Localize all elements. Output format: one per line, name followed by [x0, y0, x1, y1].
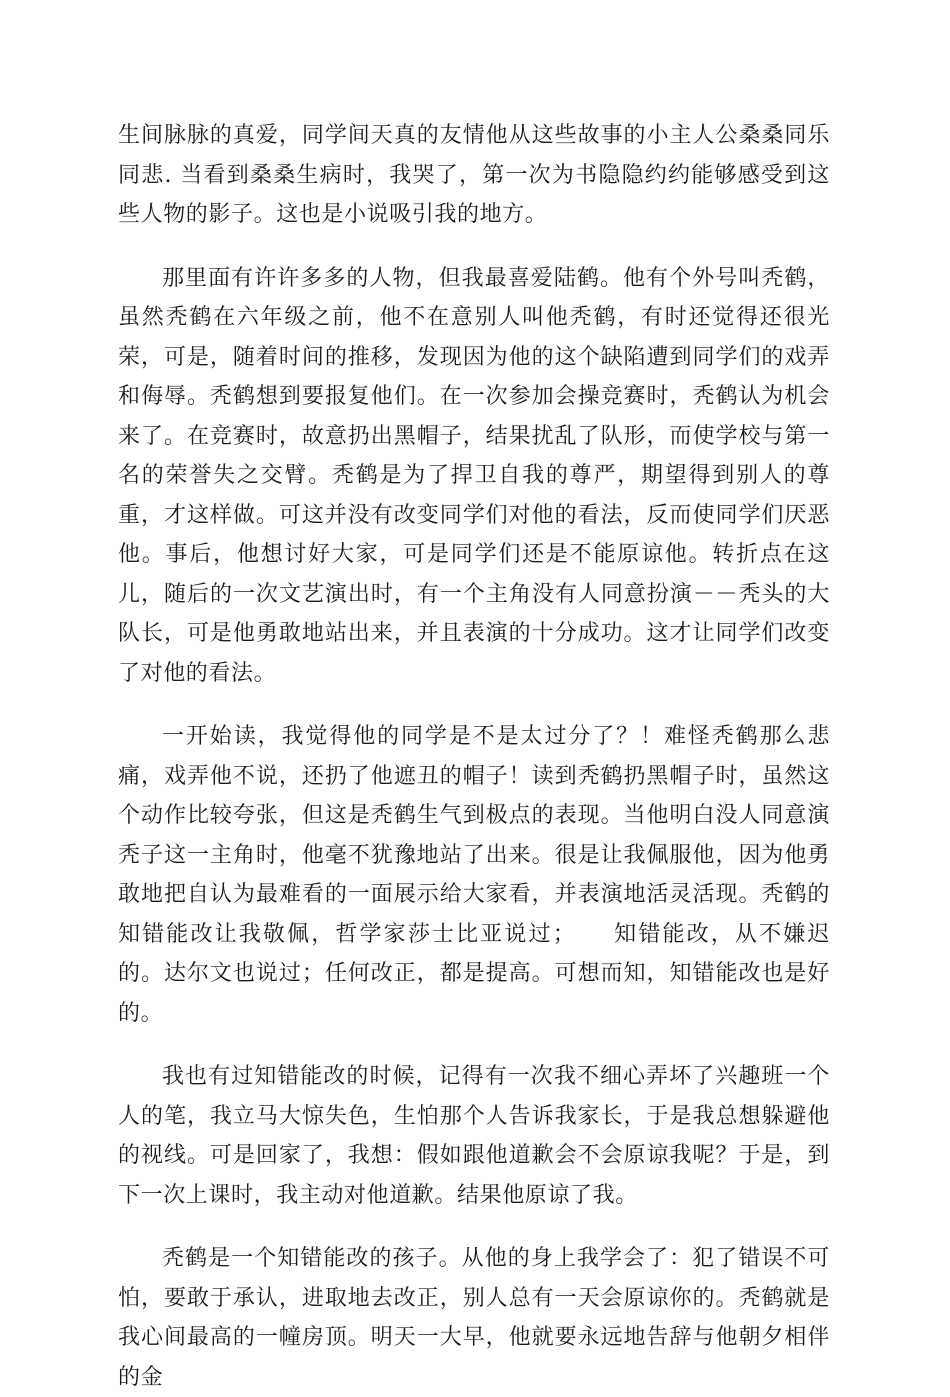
paragraph-4: 我也有过知错能改的时候，记得有一次我不细心弄坏了兴趣班一个人的笔，我立马大惊失色，生怕那个人告诉我家长，于是我总想躲避他的视线。可是回家了，我想：假如跟他道歉会不会原谅我呢？于是，到下一次上课时，我主动对他道歉。结果他原谅了我。 — [118, 1064, 830, 1208]
paragraph-2: 那里面有许许多多的人物，但我最喜爱陆鹤。他有个外号叫秃鹤，虽然秃鹤在六年级之前，他不在意别人叫他秃鹤，有时还觉得还很光荣，可是，随着时间的推移，发现因为他的这个缺陷遭到同学们的戏弄和侮辱。秃鹤想到要报复他们。在一次参加会操竞赛时，秃鹤认为机会来了。在竞赛时，故意扔出黑帽子，结果扰乱了队形，而使学校与第一名的荣誉失之交臂。秃鹤是为了捍卫自我的尊严，期望得到别人的尊重，才这样做。可这并没有改变同学们对他的看法，反而使同学们厌恶他。事后，他想讨好大家，可是同学们还是不能原谅他。转折点在这儿，随后的一次文艺演出时，有一个主角没有人同意扮演－－秃头的大队长，可是他勇敢地站出来，并且表演的十分成功。这才让同学们改变了对他的看法。 — [118, 265, 830, 686]
paragraph-3: 一开始读，我觉得他的同学是不是太过分了？！难怪秃鹤那么悲痛，戏弄他不说，还扔了他遮丑的帽子！读到秃鹤扔黑帽子时，虽然这个动作比较夸张，但这是秃鹤生气到极点的表现。当他明白没人同意演秃子这一主角时，他毫不犹豫地站了出来。很是让我佩服他，因为他勇敢地把自认为最难看的一面展示给大家看，并表演地活灵活现。秃鹤的知错能改让我敬佩，哲学家莎士比亚说过； 知错能改，从不嫌迟的。达尔文也说过；任何改正，都是提高。可想而知，知错能改也是好的。 — [118, 724, 830, 1026]
body-text — [118, 116, 830, 1397]
paragraph-5: 秃鹤是一个知错能改的孩子。从他的身上我学会了：犯了错误不可怕，要敢于承认，进取地去改正，别人总有一天会原谅你的。秃鹤就是我心间最高的一幢房顶。明天一大早，他就要永远地告辞与他朝夕相伴的金 — [118, 1246, 830, 1390]
paragraph-1: 生间脉脉的真爱，同学间天真的友情他从这些故事的小主人公桑桑同乐同悲. 当看到桑桑生病时，我哭了，第一次为书隐隐约约能够感受到这些人物的影子。这也是小说吸引我的地方。 — [118, 123, 830, 227]
